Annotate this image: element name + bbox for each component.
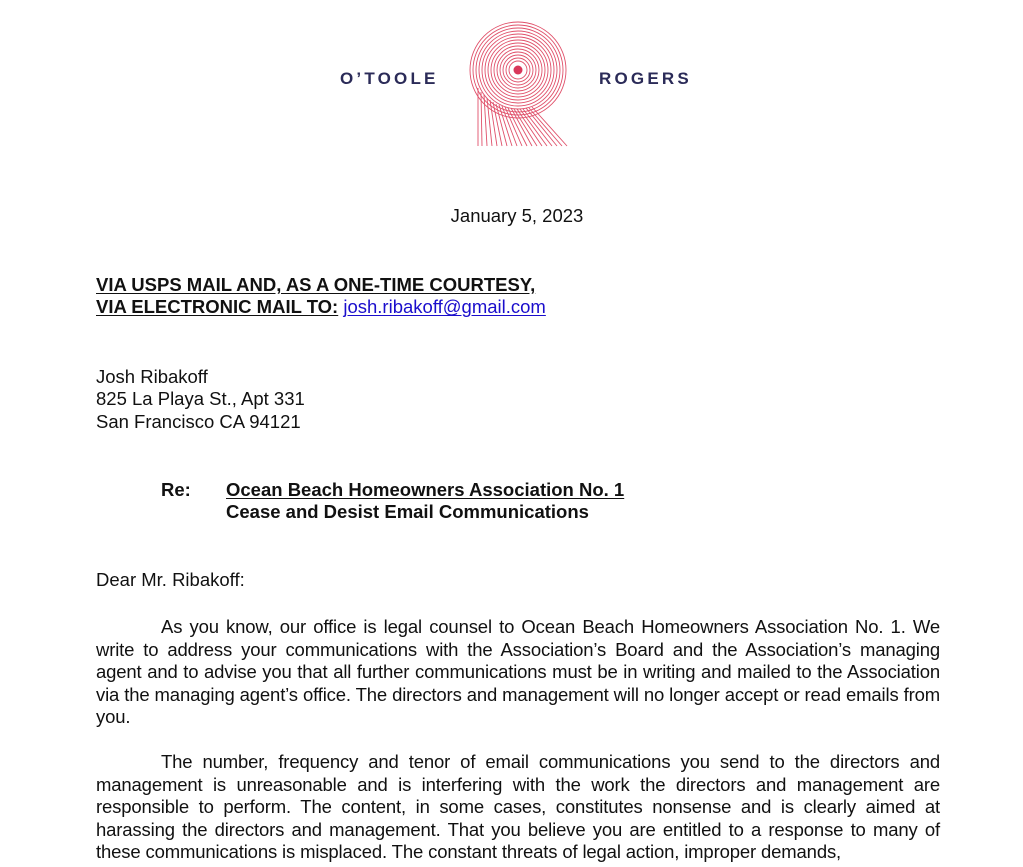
body-paragraph-2: The number, frequency and tenor of email communications you send to the directors and management is unreasonable and is interfering with the work the directors and management are responsible to perform. The content, in some cases, constitutes nonsense and is clearly aimed at harassing the directors and management. That you believe you are entitled to a response to many of these communications is misplaced. The constant threats of legal action, improper demands, [96, 751, 940, 862]
recipient-street: 825 La Playa St., Apt 331 [96, 388, 305, 410]
firm-name-right: ROGERS [599, 69, 692, 88]
firm-name-left: O’TOOLE [340, 69, 439, 88]
letterhead [0, 0, 1023, 160]
salutation: Dear Mr. Ribakoff: [96, 569, 245, 590]
recipient-email-link[interactable]: josh.ribakoff@gmail.com [343, 296, 546, 318]
recipient-name: Josh Ribakoff [96, 366, 208, 387]
concentric-circle-R-logo-icon [466, 18, 576, 148]
delivery-line-2-label: VIA ELECTRONIC MAIL TO: [96, 296, 339, 318]
recipient-city: San Francisco CA 94121 [96, 410, 301, 432]
body-paragraph-1: As you know, our office is legal counsel to Ocean Beach Homeowners Association No. 1. We write to address your communications with the Association’s Board and the Association’s managing agent and to advise you that all further communications must be in writing and mailed to the Association via the managing agent’s office. The directors and management will no longer accept or read emails from you. [96, 616, 940, 727]
re-subject-line-1: Ocean Beach Homeowners Association No. 1 [226, 479, 625, 500]
re-subject-line-2: Cease and Desist Email Communications [226, 501, 589, 523]
re-subject [226, 479, 624, 524]
letter-date: January 5, 2023 [450, 205, 584, 226]
delivery-method [96, 274, 546, 319]
delivery-line-1: VIA USPS MAIL AND, AS A ONE-TIME COURTESY, [96, 274, 536, 295]
re-label: Re: [161, 479, 191, 500]
recipient-address [96, 366, 305, 433]
